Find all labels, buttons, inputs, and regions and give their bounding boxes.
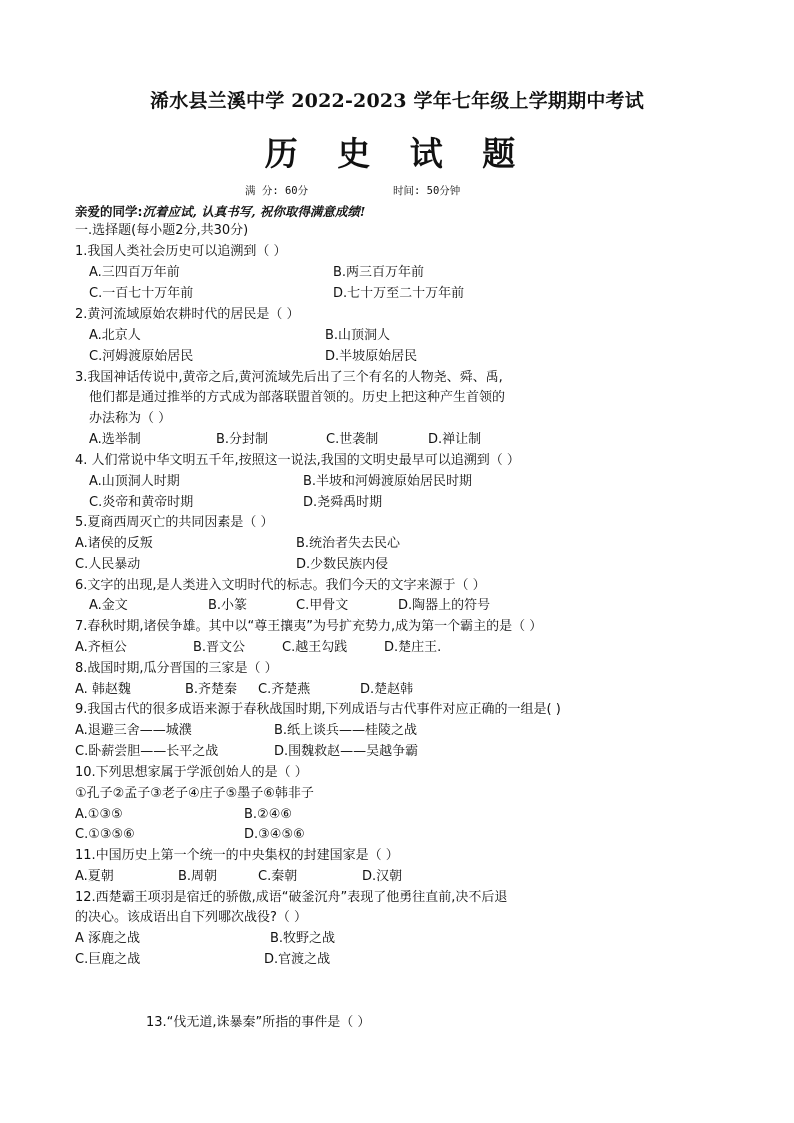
question-stem: 11.中国历史上第一个统一的中央集权的封建国家是（ ） [75,848,399,863]
greeting-lead: 亲爱的同学: [75,204,143,219]
question-option: A. 韩赵魏 [75,682,131,697]
question-option: C.人民暴动 [75,557,141,572]
question-stem: 1.我国人类社会历史可以追溯到（ ） [75,244,287,259]
question-option: C.炎帝和黄帝时期 [89,495,194,510]
question-option: A.夏朝 [75,869,114,884]
question-option: D.禅让制 [428,432,482,447]
time-info: 时间: 50分钟 [393,185,461,197]
school-title: 浠水县兰溪中学 2022-2023 学年七年级上学期期中考试 [150,90,644,112]
question-stem: 2.黄河流域原始农耕时代的居民是（ ） [75,307,300,322]
question-option: B.两三百万年前 [333,265,425,280]
question-stem: 的决心。该成语出自下列哪次战役?（ ） [75,910,308,925]
question-option: B.分封制 [216,432,269,447]
question-stem: ①孔子②孟子③老子④庄子⑤墨子⑥韩非子 [75,786,314,801]
question-option: C.秦朝 [258,869,298,884]
question-option: C.河姆渡原始居民 [89,349,194,364]
question-option: A.①③⑤ [75,807,123,822]
question-stem: 办法称为（ ） [89,411,172,426]
question-option: B.小篆 [208,598,248,613]
question-stem: 12.西楚霸王项羽是宿迁的骄傲,成语“破釜沉舟”表现了他勇往直前,决不后退 [75,890,508,905]
question-option: A 涿鹿之战 [75,931,141,946]
question-option: C.巨鹿之战 [75,952,141,967]
question-option: A.选举制 [89,432,141,447]
question-option: D.少数民族内侵 [296,557,389,572]
greeting [75,202,365,220]
question-option: D.汉朝 [362,869,403,884]
question-option: B.晋文公 [193,640,246,655]
question-option: D.官渡之战 [264,952,331,967]
score-info: 满 分: 60分 [245,185,309,197]
question-option: B.齐楚秦 [185,682,238,697]
question-option: D.半坡原始居民 [325,349,418,364]
subject-title: 历 史 试 题 [264,134,530,173]
question-option: A.退避三舍——城濮 [75,723,192,738]
question-stem: 6.文字的出现,是人类进入文明时代的标志。我们今天的文字来源于（ ） [75,578,486,593]
question-option: C.甲骨文 [296,598,349,613]
question-option: D.尧舜禹时期 [303,495,383,510]
question-stem: 10.下列思想家属于学派创始人的是（ ） [75,765,308,780]
question-option: B.半坡和河姆渡原始居民时期 [303,474,473,489]
question-stem: 13.“伐无道,诛暴秦”所指的事件是（ ） [146,1015,371,1030]
question-option: B.周朝 [178,869,218,884]
question-option: A.山顶洞人时期 [89,474,180,489]
question-stem: 3.我国神话传说中,黄帝之后,黄河流域先后出了三个有名的人物尧、舜、禹, [75,370,503,385]
question-option: C.越王勾践 [282,640,348,655]
question-option: B.纸上谈兵——桂陵之战 [274,723,418,738]
section-heading: 一.选择题(每小题2分,共30分) [75,223,249,238]
question-option: B.统治者失去民心 [296,536,401,551]
question-option: D.③④⑤⑥ [244,827,305,842]
question-stem: 5.夏商西周灭亡的共同因素是（ ） [75,515,274,530]
question-option: A.诸侯的反叛 [75,536,153,551]
question-option: C.齐楚燕 [258,682,311,697]
question-option: D.七十万至二十万年前 [333,286,465,301]
question-option: A.三四百万年前 [89,265,180,280]
question-option: D.陶器上的符号 [398,598,491,613]
question-stem: 7.春秋时期,诸侯争雄。其中以“尊王攘夷”为号扩充势力,成为第一个霸主的是（ ） [75,619,543,634]
question-option: D.围魏救赵——吴越争霸 [274,744,419,759]
question-option: D.楚庄王. [384,640,442,655]
question-option: A.金文 [89,598,128,613]
question-stem: 他们都是通过推举的方式成为部落联盟首领的。历史上把这种产生首领的 [89,390,506,405]
question-option: B.牧野之战 [270,931,336,946]
question-stem: 4. 人们常说中华文明五千年,按照这一说法,我国的文明史最早可以追溯到（ ） [75,453,520,468]
question-option: D.楚赵韩 [360,682,414,697]
greeting-wish: 沉着应试, 认真书写, 祝你取得满意成绩! [142,204,366,219]
question-option: C.一百七十万年前 [89,286,194,301]
question-option: A.齐桓公 [75,640,127,655]
question-option: C.①③⑤⑥ [75,827,135,842]
question-option: B.②④⑥ [244,807,293,822]
question-option: A.北京人 [89,328,141,343]
question-option: C.世袭制 [326,432,379,447]
question-option: B.山顶洞人 [325,328,391,343]
question-option: C.卧薪尝胆——长平之战 [75,744,219,759]
question-stem: 9.我国古代的很多成语来源于春秋战国时期,下列成语与古代事件对应正确的一组是( ) [75,702,561,717]
question-stem: 8.战国时期,瓜分晋国的三家是（ ） [75,661,278,676]
